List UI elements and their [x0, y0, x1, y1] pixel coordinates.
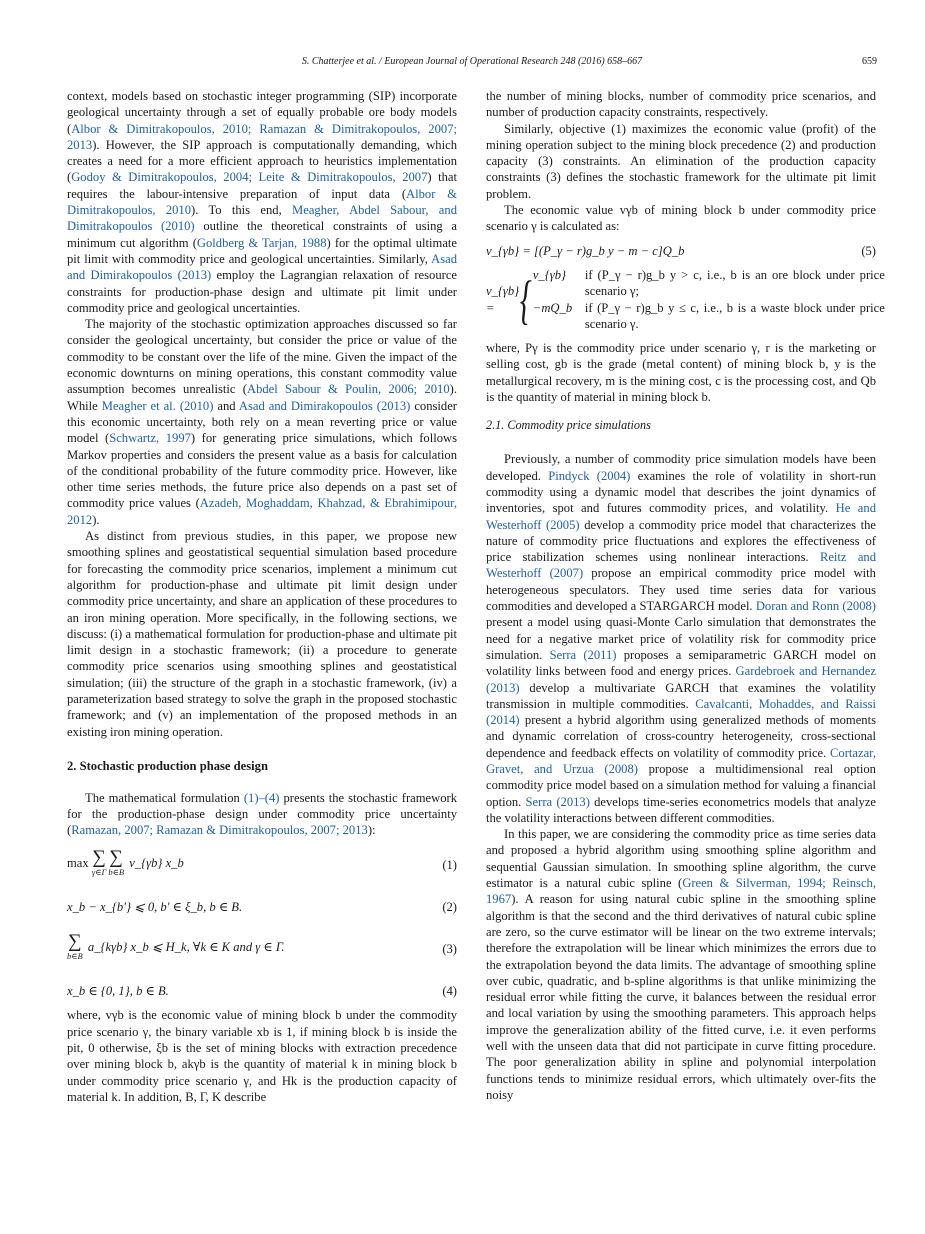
paragraph: the number of mining blocks, number of commodity price scenarios, and number of production capacity constraints, respectively. [486, 89, 876, 120]
citation-link[interactable]: Albor & Dimitrakopoulos, 2010; Ramazan & Dimitrakopoulos, 2007; 2013 [67, 121, 457, 152]
citation-link[interactable]: Albor & Dimitrakopoulos, 2010 [67, 186, 457, 218]
equation-1 [67, 846, 457, 885]
citation-link[interactable]: Meagher et al. (2010) [101, 398, 214, 413]
case-block [533, 267, 885, 332]
citation-link[interactable]: Reitz and Westerhoff (2007) [486, 550, 876, 581]
equation-number: (3) [442, 942, 457, 957]
equation-5 [486, 243, 876, 259]
curly-brace-symbol: { [520, 269, 532, 330]
right-column [486, 88, 885, 1103]
left-column [67, 88, 457, 1105]
eq-body: x_b − x_{b′} ⩽ 0, b′ ∈ ξ_b, b ∈ B. [67, 899, 243, 914]
case-row: −mQ_b if (P_γ − r)g_b y ≤ c, i.e., b is a waste block under price scenario γ. [532, 300, 885, 331]
eq-body: a_{kγb} x_b ⩽ H_k, ∀k ∈ K and γ ∈ Γ. [87, 939, 285, 954]
citation-link[interactable]: Serra (2013) [525, 794, 590, 809]
case-row: v_{γb} if (P_γ − r)g_b y > c, i.e., b is an ore block under price scenario γ; [532, 267, 885, 299]
citation-link[interactable]: Cavalcanti, Mohaddes, and Raissi (2014) [486, 696, 877, 728]
citation-link[interactable]: Asad and Dimirakopoulos (2013) [67, 251, 457, 283]
paragraph: where, vγb is the economic value of mining block b under the commodity price scenario γ, the binary variable xb is 1, if mining block b is inside the pit, 0 otherwise, ξb is the set of mining blocks with extraction precedence over mining block b, akγb is the quantity of material k in mining block b under commodity price scenario γ, and Hk is the production capacity of material k. In addition, B, Γ, K describe [67, 1008, 458, 1104]
citation-link[interactable]: Meagher, Abdel Sabour, and Dimitrakopoulos (2010) [67, 203, 457, 234]
citation-link[interactable]: Ramazan, 2007; Ramazan & Dimitrakopoulos, 2007; 2013 [71, 823, 368, 838]
equation-number: (2) [442, 899, 457, 914]
paragraph: where, Pγ is the commodity price under scenario γ, r is the marketing or selling cost, gb is the grade (metal content) of mining block b, y is the metallurgical recovery, m is the mining cost, c is the processing cost, and Qb is the quantity of material in mining block b. [486, 341, 876, 405]
paragraph: Similarly, objective (1) maximizes the economic value (profit) of the mining operation subject to the mining block precedence (2) and production capacity (3) constraints. An elimination of the production capacity constraints (3) defines the stochastic framework for the ultimate pit limit problem. [486, 121, 876, 201]
subsection-heading: 2.1. Commodity price simulations [486, 418, 651, 433]
citation-link[interactable]: Pindyck (2004) [548, 468, 631, 483]
citation-link[interactable]: Goldberg & Tarjan, 1988 [196, 235, 327, 250]
equation-link[interactable]: (1)–(4) [243, 790, 280, 805]
summation-symbol: ∑ γ∈Γ [91, 846, 107, 877]
citation-link[interactable]: Godoy & Dimitrakopoulos, 2004; Leite & Dimitrakopoulos, 2007 [71, 170, 428, 185]
eq-body: v_{γb} = [(P_γ − r)g_b y − m − c]Q_b [486, 243, 685, 258]
equation-number: (1) [442, 857, 457, 872]
citation-link[interactable]: He and Westerhoff (2005) [486, 501, 876, 532]
citation-link[interactable]: Cortazar, Gravet, and Urzua (2008) [486, 745, 876, 776]
equation-4 [67, 983, 457, 999]
eq-body: x_b ∈ {0, 1}, b ∈ B. [67, 984, 169, 999]
eq-lhs: v_{γb} = [486, 284, 520, 315]
citation-link[interactable]: Schwartz, 1997 [109, 431, 191, 446]
citation-link[interactable]: Azadeh, Moghaddam, Khahzad, & Ebrahimipour, 2012 [67, 496, 457, 527]
page-number: 659 [862, 56, 877, 67]
running-title: S. Chatterjee et al. / European Journal of Operational Research 248 (2016) 658–667 [301, 56, 643, 67]
paragraph: The mathematical formulation (1)–(4) presents the stochastic framework for the production-phase design under commodity price uncertainty (Ramazan, 2007; Ramazan & Dimitrakopoulos, 2007; 2013): [67, 790, 457, 838]
equation-number: (5) [861, 243, 876, 258]
paragraph: Previously, a number of commodity price simulation models have been developed. Pindyck (2004) examines the role of volatility in short-run commodity using a dynamic model that describes the joint dynamics of inventories, spot and futures commodity prices, and volatility. He and Westerhoff (2005) develop a commodity price model that characterizes the nature of commodity price fluctuations and explores the effectiveness of price stabilization schemes using nonlinear interactions. Reitz and Westerhoff (2007) propose an empirical commodity price model with heterogeneous speculators. They used time series data for various commodities and developed a STARGARCH model. Doran and Ronn (2008) present a model using quasi-Monte Carlo simulation that demonstrates the need for a negative market price of volatility risk for commodity price simulation. Serra (2011) proposes a semiparametric GARCH model on volatility links between food and energy prices. Gardebroek and Hernandez (2013) develop a multivariate GARCH that examines the volatility transmission in multiple commodities. Cavalcanti, Mohaddes, and Raissi (2014) present a hybrid algorithm using generalized methods of moments and dynamic correlation of cross-country heterogeneity, cross-sectional dependence and feedback effects on volatility of commodity price. Cortazar, Gravet, and Urzua (2008) propose a multidimensional real option commodity price model based on a simulation method for valuing a financial option. Serra (2013) develops time-series econometrics models that analyze the volatility interactions between different commodities. [486, 452, 877, 825]
equation-number: (4) [442, 984, 457, 999]
citation-link[interactable]: Doran and Ronn (2008) [755, 599, 876, 614]
paragraph: The economic value vγb of mining block b under commodity price scenario γ is calculated as: [486, 203, 876, 234]
eq-max-operator: max [67, 855, 89, 870]
citation-link[interactable]: Asad and Dimirakopoulos (2013) [238, 398, 411, 413]
page-header [67, 56, 877, 72]
citation-link[interactable]: Abdel Sabour & Poulin, 2006; 2010 [246, 382, 450, 397]
equation-2 [67, 899, 457, 915]
summation-symbol: ∑ b∈B [108, 846, 125, 877]
paragraph: context, models based on stochastic integer programming (SIP) incorporate geological uncertainty through a set of equally probable ore body models (Albor & Dimitrakopoulos, 2010; Ramazan & Dimitrakopoulos, 2007; 2013). However, the SIP approach is computationally demanding, which creates a need for a more efficient approach to heuristics implementation (Godoy & Dimitrakopoulos, 2004; Leite & Dimitrakopoulos, 2007) that requires the labour-intensive preparation of input data (Albor & Dimitrakopoulos, 2010). To this end, Meagher, Abdel Sabour, and Dimitrakopoulos (2010) outline the theoretical constraints of using a minimum cut algorithm (Goldberg & Tarjan, 1988) for the optimal ultimate pit limit with commodity price and geological uncertainties. Similarly, Asad and Dimirakopoulos (2013) employ the Lagrangian relaxation of resource constraints for production-phase design and ultimate pit limit under commodity price and geological uncertainties. [67, 89, 458, 315]
summation-symbol: ∑ b∈B [67, 931, 83, 962]
paragraph: As distinct from previous studies, in this paper, we propose new smoothing splines and geostatistical sequential simulation based procedure for forecasting the commodity price scenarios, implement a minimum cut algorithm for production-phase and ultimate pit limit design under commodity price uncertainty, and share an application of these procedures to an iron mining operation. More specifically, in the following sections, we discuss: (i) a mathematical formulation for production-phase and ultimate pit limit design in a stochastic framework; (ii) a procedure to generate commodity price scenarios using smoothing splines and geostatistical simulation; (iii) the structure of the graph in a stochastic framework, (iv) a parameterization based strategy to solve the graph in the proposed stochastic framework; and (v) an implementation of the proposed methods in an existing iron mining operation. [67, 529, 457, 739]
equation-cases [486, 267, 885, 332]
section-heading: 2. Stochastic production phase design [67, 758, 268, 773]
citation-link[interactable]: Gardebroek and Hernandez (2013) [486, 664, 876, 695]
eq-body: v_{γb} x_b [129, 855, 184, 870]
paragraph: The majority of the stochastic optimization approaches discussed so far consider the geological uncertainty, but consider the price or value of the commodity to be constant over the life of the mine. Given the impact of the economic downturns on mining operations, this constant commodity value assumption becomes unrealistic (Abdel Sabour & Poulin, 2006; 2010). While Meagher et al. (2010) and Asad and Dimirakopoulos (2013) consider this economic uncertainty, both rely on a mean reverting price or value model (Schwartz, 1997) for generating price simulations, which follows Markov properties and considers the present value as a basis for calculation of the conditional probability of the future commodity price. However, like other time series methods, the future price also depends on a past set of commodity price values (Azadeh, Moghaddam, Khahzad, & Ebrahimipour, 2012). [67, 317, 458, 527]
citation-link[interactable]: Green & Silverman, 1994; Reinsch, 1967 [486, 876, 876, 907]
paragraph: In this paper, we are considering the commodity price as time series data and proposed a hybrid algorithm using smoothing spline algorithm and sequential Gaussian simulation. In smoothing spline algorithm, the curve estimator is a natural cubic spline (Green & Silverman, 1994; Reinsch, 1967). A reason for using natural cubic spline in the smoothing spline algorithm is that the second and the third derivatives of natural cubic spline are zero, so the curve estimator will be linear on the two extreme intervals; therefore the extrapolation will be linear which minimizes the errors due to the extrapolation beyond the data limits. The advantage of smoothing spline over cubic, quadratic, and b-spline algorithms is that unlike minimizing the residual error while fitting the curve, it balances between the residual error and local variation by using the smoothing parameters. This approach helps improve the generalization ability of the fitted curve, i.e. it even performs well with the unseen data that did not participate in curve fitting procedure. The poor generalization ability in spline and polynomial interpolation functions tends to minimize residual errors, which ultimately over-fits the noisy [486, 827, 876, 1102]
equation-3 [67, 933, 457, 969]
citation-link[interactable]: Serra (2011) [549, 647, 617, 662]
